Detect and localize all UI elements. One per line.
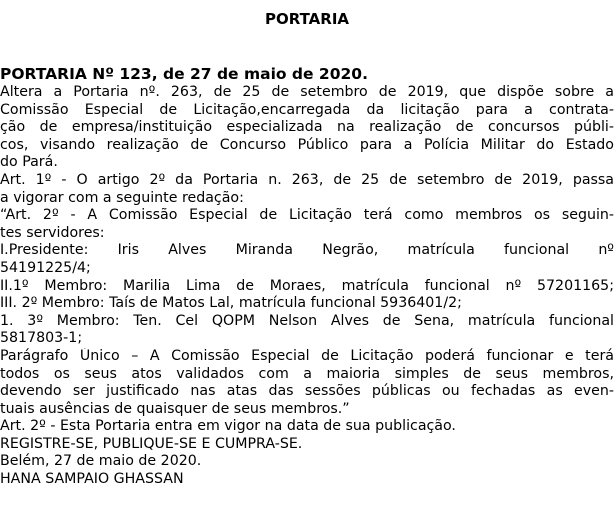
text-line: a vigorar com a seguinte redação: [0,189,244,206]
text-line: 1. 3º Membro: Ten. Cel QOPM Nelson Alves de Sena, matrícula funcional [0,312,614,329]
text-line: III. 2º Membro: Taís de Matos Lal, matrícula funcional 5936401/2; [0,295,462,312]
text-line: do Pará. [0,154,58,171]
text-line: Art. 2º - Esta Portaria entra em vigor na data de sua publicação. [0,418,456,435]
text-line: II.1º Membro: Marilia Lima de Moraes, matrícula funcional nº 57201165; [0,277,614,294]
text-line: ção de empresa/instituição especializada na realização de concursos públi- [0,119,614,136]
portaria-heading: PORTARIA Nº 123, de 27 de maio de 2020. [0,65,368,83]
text-line: “Art. 2º - A Comissão Especial de Licitação terá como membros os seguin- [0,207,614,224]
text-line: Parágrafo Único – A Comissão Especial de Licitação poderá funcionar e terá [0,347,614,364]
text-line: Comissão Especial de Licitação,encarregada da licitação para a contrata- [0,101,614,118]
text-line: todos os seus atos validados com a maioria simples de seus membros, [0,365,614,382]
text-line: I.Presidente: Iris Alves Miranda Negrão, matrícula funcional nº [0,242,614,259]
text-line: tes servidores: [0,224,105,241]
text-line: Altera a Portaria nº. 263, de 25 de setembro de 2019, que dispõe sobre a [0,84,614,100]
text-line: Art. 1º - O artigo 2º da Portaria n. 263, de 25 de setembro de 2019, passa [0,171,614,188]
portaria-body [0,84,614,489]
text-line: HANA SAMPAIO GHASSAN [0,471,184,488]
text-line: 5817803-1; [0,330,83,347]
text-line: Belém, 27 de maio de 2020. [0,453,202,470]
text-line: devendo ser justificado nas atas das sessões públicas ou fechadas as even- [0,383,614,400]
text-line: cos, visando realização de Concurso Público para a Polícia Militar do Estado [0,136,614,153]
text-line: REGISTRE-SE, PUBLIQUE-SE E CUMPRA-SE. [0,435,303,452]
section-title: PORTARIA [264,10,350,28]
text-line: tuais ausências de quaisquer de seus membros.” [0,400,350,417]
text-line: 54191225/4; [0,259,91,276]
